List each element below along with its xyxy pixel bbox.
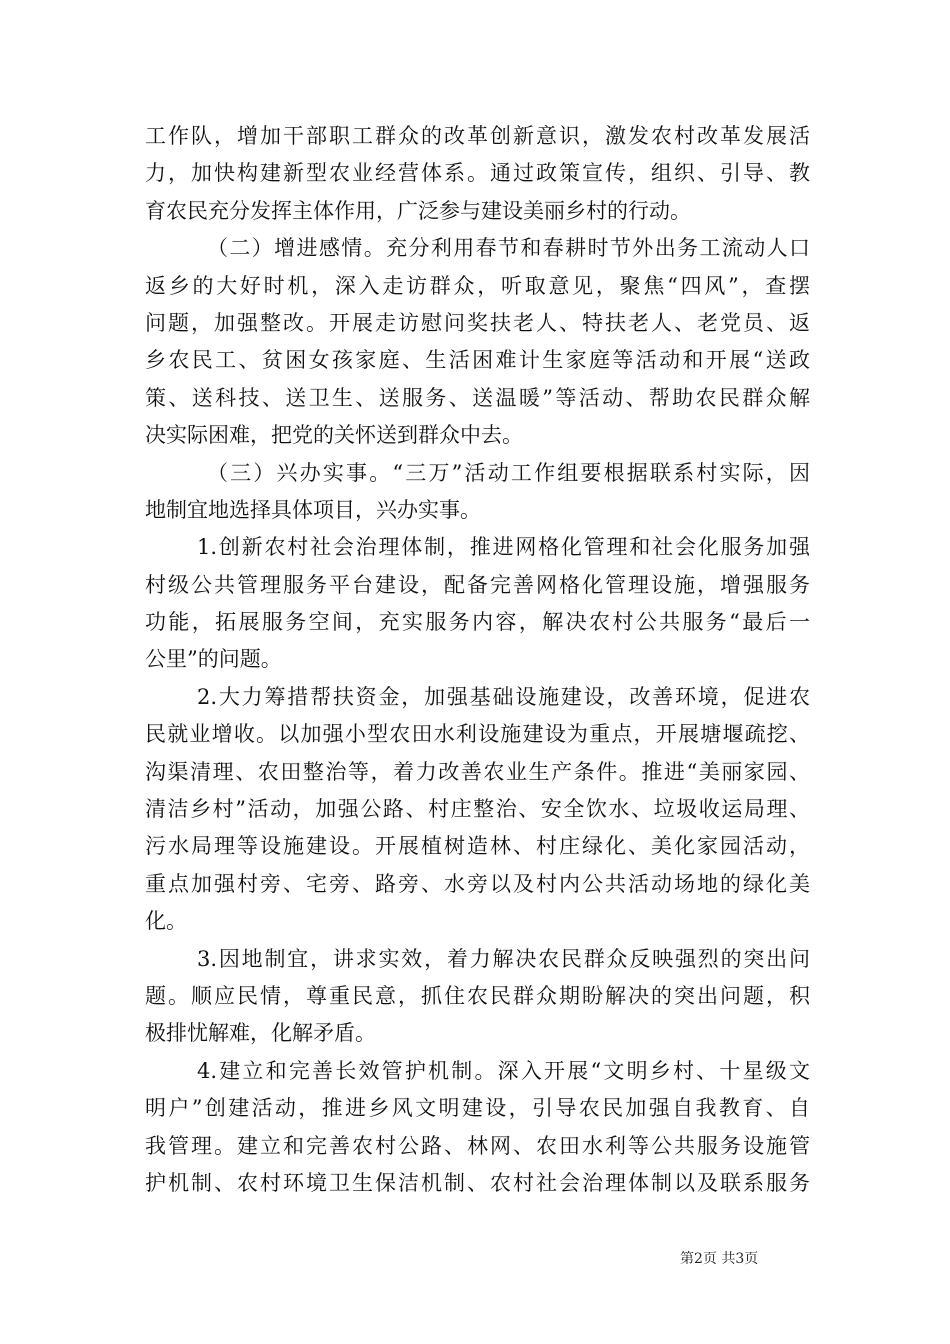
text-line: 清洁乡村”活动，加强公路、村庄整治、安全饮水、垃圾收运局理、: [145, 797, 810, 822]
text-line: 民就业增收。以加强小型农田水利设施建设为重点，开展塘堰疏挖、: [145, 722, 810, 747]
text-line: 我管理。建立和完善农村公路、林网、农田水利等公共服务设施管: [145, 1133, 810, 1158]
text-line: 力，加快构建新型农业经营体系。通过政策宣传，组织、引导、教: [145, 161, 810, 186]
text-line: 问题，加强整改。开展走访慰问奖扶老人、特扶老人、老党员、返: [145, 310, 810, 335]
text-line: （三）兴办实事。“三万”活动工作组要根据联系村实际，因: [207, 460, 810, 485]
text-line: 功能，拓展服务空间，充实服务内容，解决农村公共服务“最后一: [145, 610, 810, 635]
text-line: 乡农民工、贫困女孩家庭、生活困难计生家庭等活动和开展“送政: [145, 348, 810, 373]
text-line: 公里”的问题。: [145, 647, 282, 672]
text-line: 1.创新农村社会治理体制，推进网格化管理和社会化服务加强: [197, 535, 810, 560]
text-line: 决实际困难，把党的关怀送到群众中去。: [145, 423, 523, 448]
text-line: 2.大力筹措帮扶资金，加强基础设施建设，改善环境，促进农: [197, 684, 810, 709]
text-line: 明户”创建活动，推进乡风文明建设，引导农民加强自我教育、自: [145, 1096, 810, 1121]
document-body: [145, 118, 810, 1202]
text-line: 化。: [145, 909, 187, 934]
text-line: 策、送科技、送卫生、送服务、送温暖”等活动、帮助农民群众解: [145, 385, 810, 410]
text-line: 地制宜地选择具体项目，兴办实事。: [145, 497, 481, 522]
text-line: 护机制、农村环境卫生保洁机制、农村社会治理体制以及联系服务: [145, 1170, 810, 1195]
text-line: 题。顺应民情，尊重民意，抓住农民群众期盼解决的突出问题，积: [145, 983, 810, 1008]
page-number: 第2页 共3页: [680, 1251, 759, 1267]
text-line: 4.建立和完善长效管护机制。深入开展“文明乡村、十星级文: [197, 1058, 810, 1083]
text-line: 工作队，增加干部职工群众的改革创新意识，激发农村改革发展活: [145, 124, 810, 148]
text-line: 村级公共管理服务平台建设，配备完善网格化管理设施，增强服务: [145, 572, 810, 597]
text-line: 育农民充分发挥主体作用，广泛参与建设美丽乡村的行动。: [145, 198, 691, 223]
text-line: 返乡的大好时机，深入走访群众，听取意见，聚焦“四风”，查摆: [145, 273, 810, 298]
text-line: 污水局理等设施建设。开展植树造林、村庄绿化、美化家园活动，: [145, 834, 810, 859]
text-line: 沟渠清理、农田整治等，着力改善农业生产条件。推进“美丽家园、: [145, 759, 810, 784]
text-line: 极排忧解难，化解矛盾。: [145, 1021, 376, 1046]
text-line: 重点加强村旁、宅旁、路旁、水旁以及村内公共活动场地的绿化美: [145, 871, 810, 896]
text-line: （二）增进感情。充分利用春节和春耕时节外出务工流动人口: [207, 236, 810, 261]
text-line: 3.因地制宜，讲求实效，着力解决农民群众反映强烈的突出问: [197, 946, 810, 971]
